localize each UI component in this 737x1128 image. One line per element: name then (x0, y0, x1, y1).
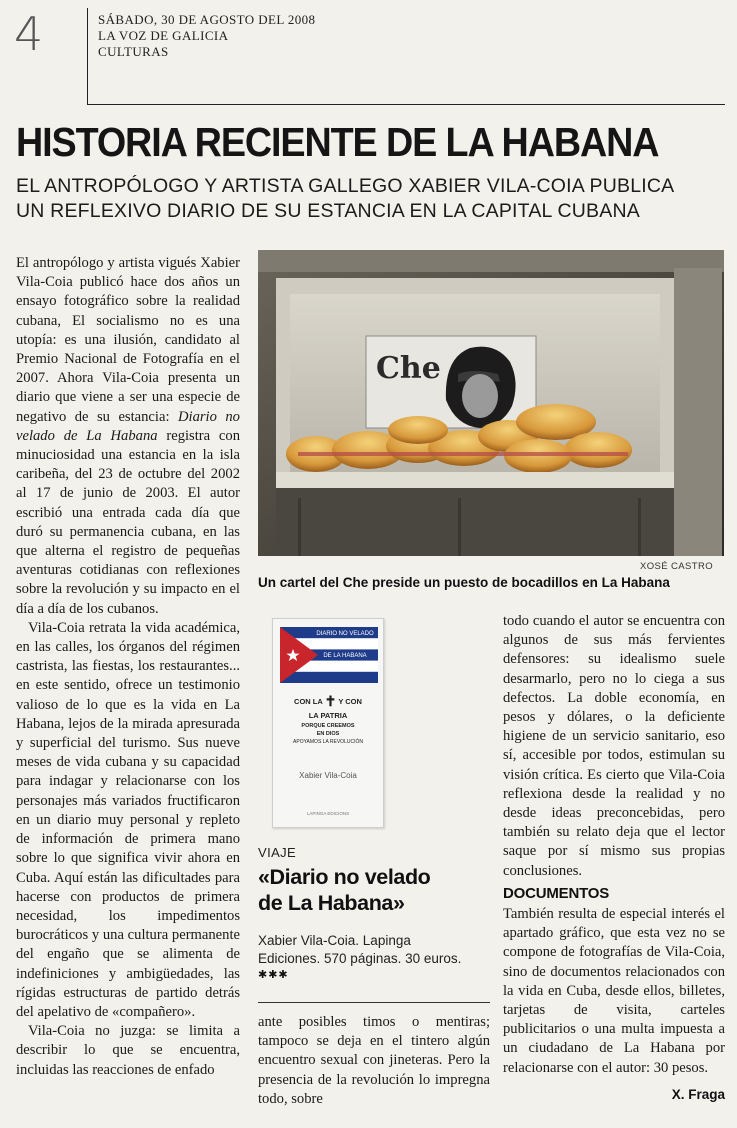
cover-title-line-1: DIARIO NO VELADO (316, 631, 374, 637)
documentos-heading: DOCUMENTOS (503, 885, 610, 902)
header-date: SÁBADO, 30 DE AGOSTO DEL 2008 (98, 12, 316, 27)
author-byline: X. Fraga (671, 1087, 725, 1102)
documentos-section (503, 905, 725, 1078)
cover-title-line-2: DE LA HABANA (323, 653, 367, 659)
header-meta (98, 12, 315, 60)
header-section: CULTURAS (98, 44, 169, 59)
article-column-3 (503, 612, 725, 881)
page-number: 4 (14, 7, 44, 61)
book-box-info (258, 932, 490, 968)
book-box-title-line-1: «Diario no velado (258, 865, 431, 889)
photo-credit: XOSÉ CASTRO (640, 561, 714, 572)
rating-stars-icon: ✱✱✱ (258, 968, 289, 981)
article-headline: HISTORIA RECIENTE DE LA HABANA (16, 119, 659, 165)
paragraph-2: Vila-Coia retrata la vida académica, en las calles, los órganos del régimen castrista, las fiestas, los restaurantes... en este sentido, ofrece un testimonio valioso de lo que es la vida en La Habana, lejos de la mirada apresurada y superficial del turismo. Sus nueve meses de vida cubana y su capacidad para indagar y relacionarse con los personajes más variados fructificaron en un diario muy personal y repleto de información de primera mano sobre lo que significa vivir ahora en Cuba. Aquí están las dificultades para hacerse con productos de primera necesidad, los impedimentos burocráticos y una cultura permanente del engaño que se alimenta de indefiniciones y ambigüedades, las rígidas estructuras de partido detrás del apelativo de «compañero». (16, 619, 240, 1020)
article-column-1 (16, 254, 240, 1080)
che-poster-photo (258, 250, 724, 556)
documentos-text: También resulta de especial interés el apartado gráfico, que esta vez no se compone de fotografías de Vila-Coia, sino de documentos relacionados con la vida en Cuba, desde ellos, billetes, tarjetas de visita, carteles publicitarios o una multa impuesta a un ciudadano de La Habana por relacionarse con el autor: 30 pesos. (503, 906, 725, 1076)
cover-motto-5: APOYAMOS LA REVOLUCIÓN (293, 739, 363, 745)
article-photo (258, 250, 724, 556)
book-box-separator (258, 1002, 490, 1003)
article-subhead (16, 174, 726, 224)
cover-motto-4: EN DIOS (316, 731, 340, 737)
cover-publisher: LAPINGA EDICIONS (306, 811, 350, 816)
book-cover (272, 618, 384, 828)
book-box-info-line-2: Ediciones. 570 páginas. 30 euros. (258, 951, 462, 966)
subhead-line-2: UN REFLEXIVO DIARIO DE SU ESTANCIA EN LA CAPITAL CUBANA (16, 200, 640, 222)
header-newspaper: LA VOZ DE GALICIA (98, 28, 229, 43)
book-title-italic: Diario no velado de La Habana (16, 408, 240, 444)
cover-author: Xabier Vila-Coia (299, 771, 357, 780)
cross-icon: ✝ (324, 693, 337, 709)
photo-caption: Un cartel del Che preside un puesto de bocadillos en La Habana (258, 575, 670, 590)
subhead-line-1: EL ANTROPÓLOGO Y ARTISTA GALLEGO XABIER VILA-COIA PUBLICA (16, 175, 675, 197)
header-horizontal-rule (87, 104, 725, 105)
column-3-text: todo cuando el autor se encuentra con algunos de sus más fervientes defensores: su idealismo suele desarmarlo, pero no lo ciega a sus defectos. La doble economía, en pesos y dólares, o la deficiente higiene de un servicio sanitario, eso sí, accesible por todos, estimulan su visión crítica. Es cierto que Vila-Coia reflexiona desde la realidad y no desde ideas preconcebidas, pero también su relato deja que el lector saque por sí mismo sus propias conclusiones. (503, 613, 725, 879)
cover-motto-3: PORQUE CREEMOS (301, 723, 355, 729)
paragraph-3: Vila-Coia no juzga: se limita a describir lo que se encuentra, incluidas las reacciones de enfado (16, 1023, 240, 1078)
book-box-title (258, 864, 488, 916)
article-column-2 (258, 1013, 490, 1109)
book-box-title-line-2: de La Habana» (258, 891, 405, 915)
book-box-info-line-1: Xabier Vila-Coia. Lapinga (258, 933, 411, 948)
cover-motto-2: LA PATRIA (308, 711, 348, 720)
cover-motto-1: CON LA ✝ Y CON (294, 693, 362, 709)
poster-text: Che (376, 351, 441, 386)
book-box-label: VIAJE (258, 845, 297, 860)
column-2-text: ante posibles timos o mentiras; tampoco se deja en el tintero algún encuentro sexual con jineteras. Pero la presencia de la revolución lo impregna todo, sobre (258, 1014, 490, 1107)
header-vertical-rule (87, 8, 88, 104)
paragraph-1: El antropólogo y artista vigués Xabier Vila-Coia publicó hace dos años un ensayo fotográfico sobre la realidad cubana, El socialismo no es una utopía: es una ilusión, candidato al Premio Nacional de Fotografía en el 2007. Ahora Vila-Coia presenta un diario que viene a ser una especie de negativo de su estancia: Diario no velado de La Habana registra con minuciosidad una estancia en la isla caribeña, del 23 de octubre del 2002 al 17 de junio de 2003. El autor escribió una entrada cada día que duró su permanencia cubana, en las que alterna el registro de pequeñas aventuras cotidianas con reflexiones sobre la revolución y su impacto en el día a día de los cubanos. (16, 255, 240, 617)
